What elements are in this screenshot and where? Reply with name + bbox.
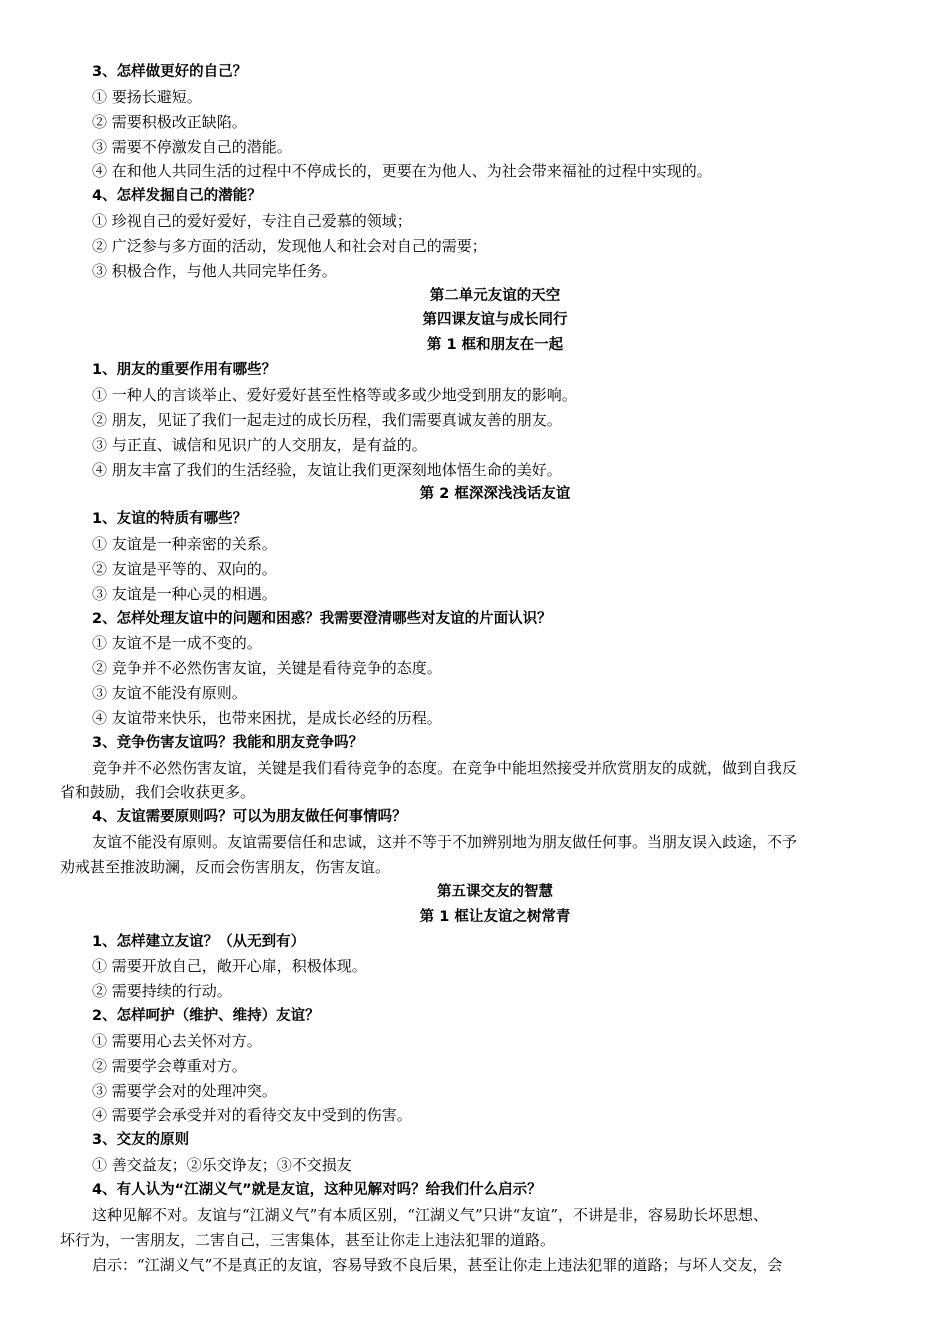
paragraph-line: 劝戒甚至推波助澜，反而会伤害朋友，伤害友谊。 (60, 858, 391, 876)
list-item: ② 需要积极改正缺陷。 (92, 112, 247, 131)
question-heading: 2、怎样呵护（维护、维持）友谊？ (92, 1008, 320, 1025)
list-item: ③ 友谊是一种心灵的相遇。 (92, 584, 277, 603)
question-heading: 4、怎样发掘自己的潜能？ (92, 188, 262, 205)
question-heading: 1、怎样建立友谊？（从无到有） (92, 933, 306, 950)
list-item: ② 友谊是平等的、双向的。 (92, 559, 277, 578)
section-heading: 第 1 框和朋友在一起 (426, 337, 564, 354)
list-item: ① 珍视自己的爱好爱好，专注自己爱慕的领域； (92, 212, 412, 231)
paragraph-line: 坏行为，一害朋友，二害自己，三害集体，甚至让你走上违法犯罪的道路。 (60, 1230, 556, 1249)
list-item: ② 需要持续的行动。 (92, 982, 232, 1001)
section-heading: 第 2 框深深浅浅话友谊 (419, 486, 571, 503)
list-item: ③ 积极合作，与他人共同完毕任务。 (92, 261, 337, 280)
list-item: ④ 需要学会承受并对的看待交友中受到的伤害。 (92, 1106, 412, 1125)
paragraph-line: 启示：“江湖义气”不是真正的友谊，容易导致不良后果，甚至让你走上违法犯罪的道路；与坏人交友，会 (92, 1255, 783, 1274)
list-item: ② 竞争并不必然伤害友谊，关键是看待竞争的态度。 (92, 659, 442, 678)
list-item: ③ 需要学会对的处理冲突。 (92, 1081, 277, 1100)
paragraph-line: 友谊不能没有原则。友谊需要信任和忠诚，这并不等于不加辨别地为朋友做任何事。当朋友误入歧途，不予 (92, 833, 798, 852)
section-heading: 第二单元友谊的天空 (429, 287, 561, 304)
list-item: ③ 与正直、诚信和见识广的人交朋友，是有益的。 (92, 435, 427, 454)
question-heading: 4、有人认为“江湖义气”就是友谊，这种见解对吗？给我们什么启示？ (92, 1181, 542, 1198)
question-heading: 2、怎样处理友谊中的问题和困惑？我需要澄清哪些对友谊的片面认识？ (92, 610, 552, 627)
list-item: ① 友谊不是一成不变的。 (92, 634, 262, 653)
list-item: ③ 需要不停激发自己的潜能。 (92, 137, 292, 156)
question-heading: 3、竞争伤害友谊吗？我能和朋友竞争吗？ (92, 734, 364, 751)
question-heading: 1、朋友的重要作用有哪些？ (92, 362, 277, 379)
list-item: ① 要扬长避短。 (92, 87, 202, 106)
list-item: ④ 在和他人共同生活的过程中不停成长的，更要在为他人、为社会带来福祉的过程中实现的。 (92, 162, 712, 181)
list-item: ① 需要开放自己，敞开心扉，积极体现。 (92, 957, 367, 976)
list-item: ① 友谊是一种亲密的关系。 (92, 535, 277, 554)
section-heading: 第四课友谊与成长同行 (422, 312, 568, 329)
list-item: ③ 友谊不能没有原则。 (92, 684, 247, 703)
list-item: ① 善交益友；②乐交诤友；③不交损友 (92, 1156, 352, 1175)
list-item: ④ 朋友丰富了我们的生活经验，友谊让我们更深刻地体悟生命的美好。 (92, 460, 562, 479)
paragraph-line: 竞争并不必然伤害友谊，关键是我们看待竞争的态度。在竞争中能坦然接受并欣赏朋友的成就，做到自我反 (92, 758, 798, 777)
question-heading: 3、怎样做更好的自己？ (92, 64, 248, 80)
list-item: ① 需要用心去关怀对方。 (92, 1031, 262, 1050)
paragraph-line: 这种见解不对。友谊与“江湖义气”有本质区别，“江湖义气”只讲“友谊”，不讲是非，容易助长坏思想、 (92, 1205, 769, 1224)
paragraph-line: 省和鼓励，我们会收获更多。 (60, 783, 256, 802)
section-heading: 第 1 框让友谊之树常青 (419, 908, 571, 925)
question-heading: 4、友谊需要原则吗？可以为朋友做任何事情吗？ (92, 809, 407, 826)
list-item: ② 广泛参与多方面的活动，发现他人和社会对自己的需要； (92, 236, 487, 255)
document-body (0, 60, 950, 1277)
question-heading: 1、友谊的特质有哪些？ (92, 511, 248, 528)
list-item: ② 朋友，见证了我们一起走过的成长历程，我们需要真诚友善的朋友。 (92, 410, 562, 429)
section-heading: 第五课交友的智慧 (437, 883, 553, 900)
list-item: ④ 友谊带来快乐，也带来困扰，是成长必经的历程。 (92, 708, 442, 727)
list-item: ② 需要学会尊重对方。 (92, 1056, 247, 1075)
list-item: ① 一种人的言谈举止、爱好爱好甚至性格等或多或少地受到朋友的影响。 (92, 385, 577, 404)
question-heading: 3、交友的原则 (92, 1132, 190, 1149)
